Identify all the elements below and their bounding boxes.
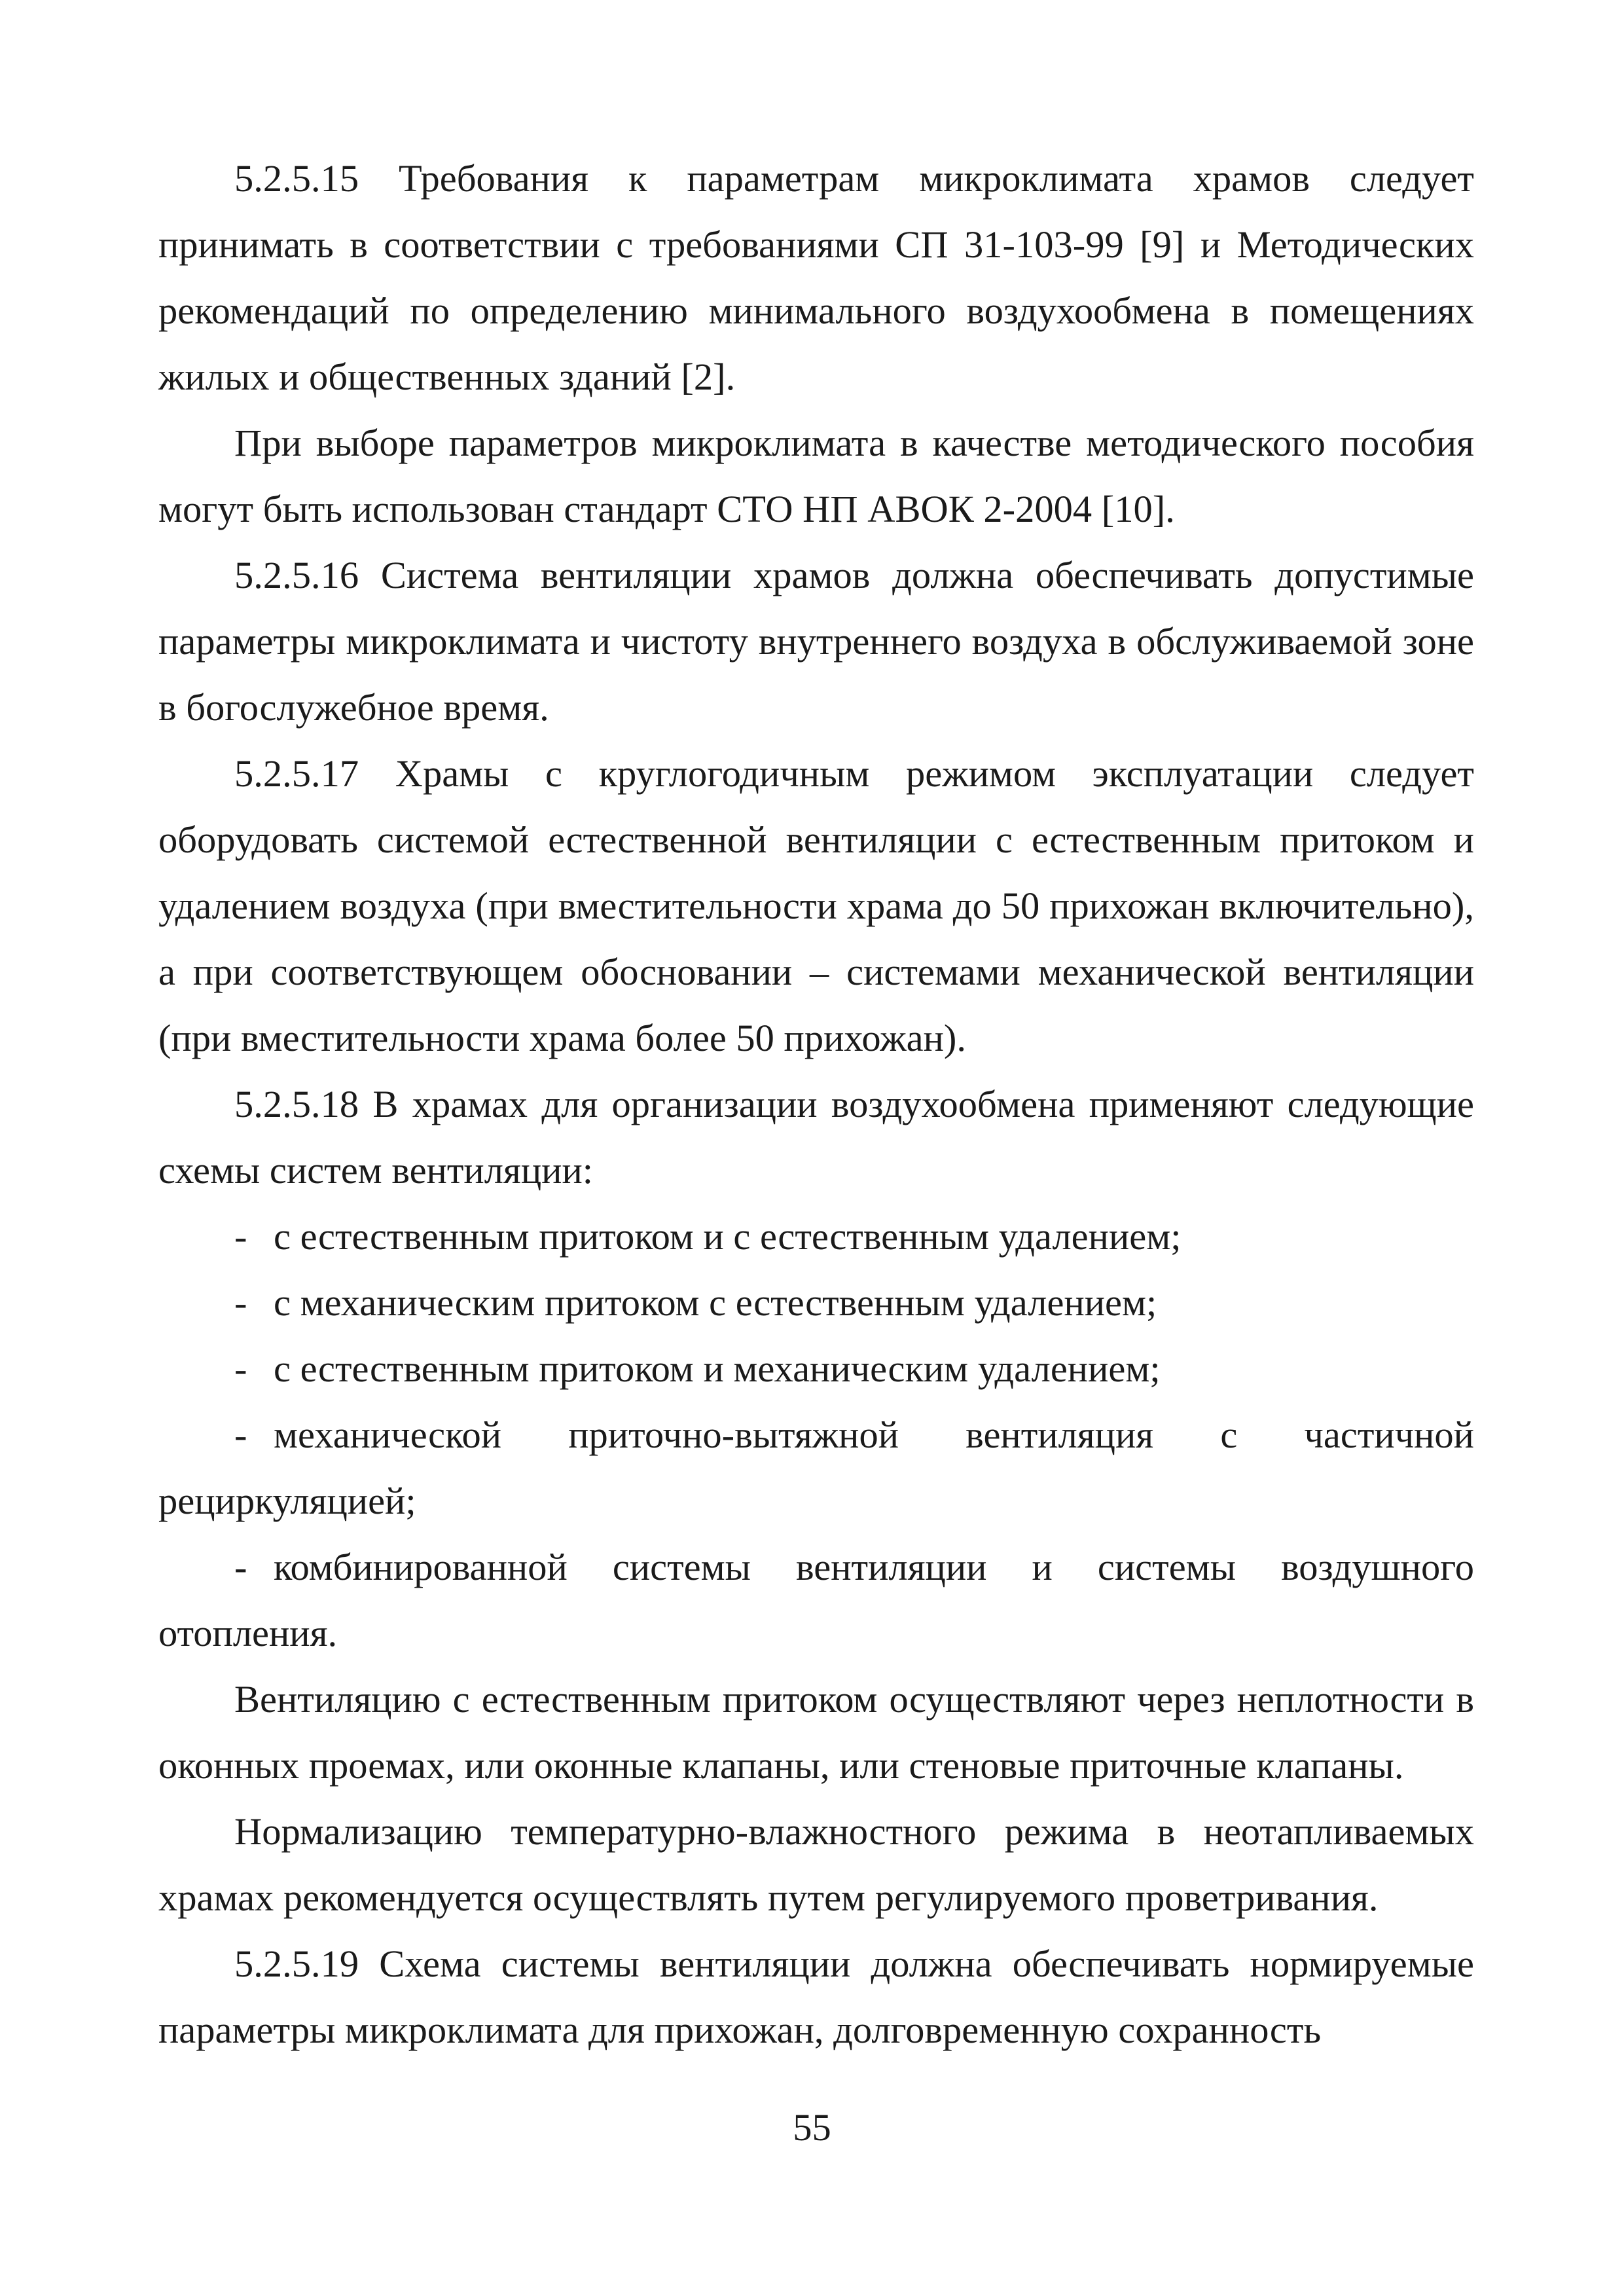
list-item [158,1336,1474,1402]
list-item-text: механической приточно-вытяжной вентиляция с частичной рециркуляцией; [158,1413,1474,1522]
page-number: 55 [793,2106,831,2149]
list-item [158,1534,1474,1666]
list-item-text: с механическим притоком с естественным удалением; [274,1281,1157,1324]
list-item [158,1269,1474,1336]
list-dash: - [234,1215,247,1258]
list-item [158,1203,1474,1269]
paragraph-normalization: Нормализацию температурно-влажностного режима в неотапливаемых храмах рекомендуется осуществлять путем регулируемого проветривания. [158,1810,1474,1919]
paragraph-5-2-5-15: 5.2.5.15 Требования к параметрам микроклимата храмов следует принимать в соответствии с требованиями СП 31-103-99 [9] и Методических рекомендаций по определению минимального воздухообмена в помещениях жилых и общественных зданий [2]. [158,157,1474,398]
list-dash: - [234,1347,247,1390]
paragraph-parameters-choice: При выборе параметров микроклимата в качестве методического пособия могут быть использован стандарт СТО НП АВОК 2-2004 [10]. [158,422,1474,530]
list-dash: - [234,1281,247,1324]
list-dash: - [234,1413,247,1456]
list-item-text: комбинированной системы вентиляции и системы воздушного отопления. [158,1546,1474,1654]
paragraph-5-2-5-19: 5.2.5.19 Схема системы вентиляции должна обеспечивать нормируемые параметры микроклимата для прихожан, долговременную сохранность [158,1942,1474,2051]
paragraph-natural-inflow: Вентиляцию с естественным притоком осуществляют через неплотности в оконных проемах, или оконные клапаны, или стеновые приточные клапаны. [158,1678,1474,1787]
list-item [158,1402,1474,1534]
list-item-text: с естественным притоком и механическим удалением; [274,1347,1161,1390]
paragraph-5-2-5-18: 5.2.5.18 В храмах для организации воздухообмена применяют следующие схемы систем вентиляции: [158,1083,1474,1192]
paragraph-5-2-5-17: 5.2.5.17 Храмы с круглогодичным режимом эксплуатации следует оборудовать системой естественной вентиляции с естественным притоком и удалением воздуха (при вместительности храма до 50 прихожан включительно), а при соответствующем обосновании – системами механической вентиляции (при вместительности храма более 50 прихожан). [158,752,1474,1059]
document-body [158,145,1474,2063]
list-item-text: с естественным притоком и с естественным удалением; [274,1215,1182,1258]
paragraph-5-2-5-16: 5.2.5.16 Система вентиляции храмов должна обеспечивать допустимые параметры микроклимата и чистоту внутреннего воздуха в обслуживаемой зоне в богослужебное время. [158,554,1474,729]
list-dash: - [234,1546,247,1588]
